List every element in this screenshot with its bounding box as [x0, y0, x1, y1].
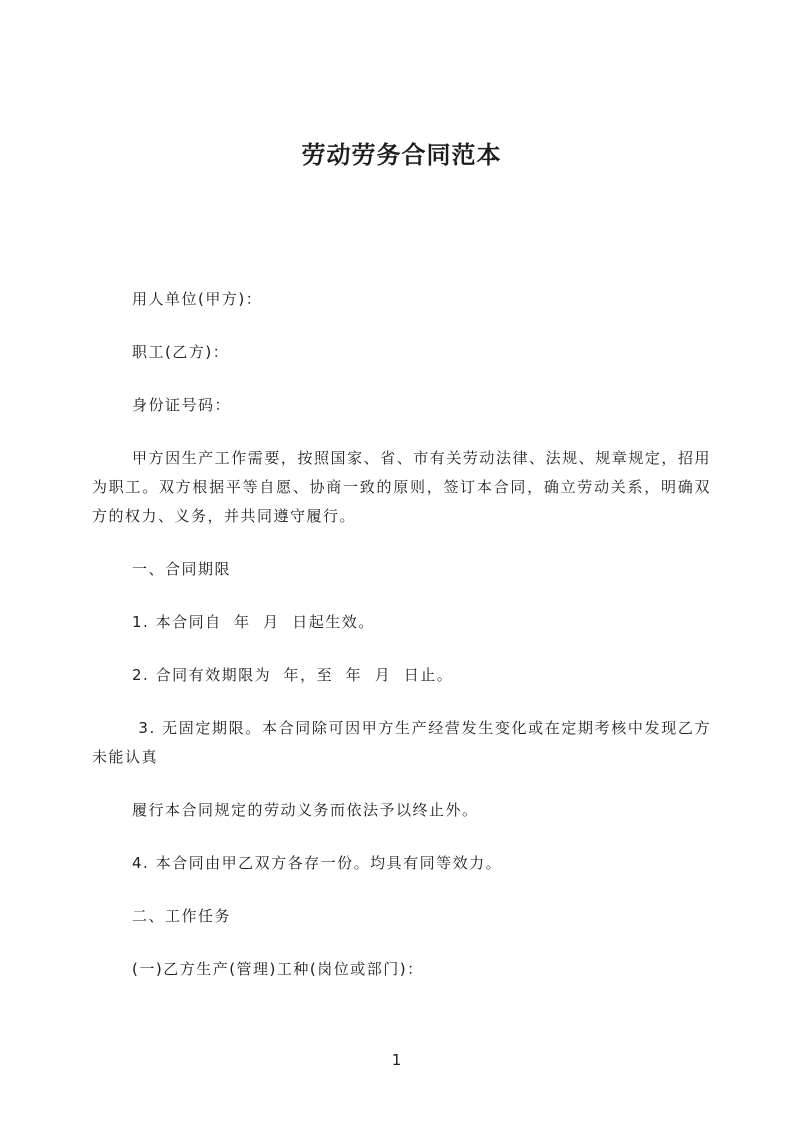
clause-1-3: 3. 无固定期限。本合同除可因甲方生产经营发生变化或在定期考核中发现乙方未能认真 [92, 719, 711, 766]
document-title: 劳动劳务合同范本 [301, 141, 502, 169]
clause-1-2: 2. 合同有效期限为 年，至 年 月 日止。 [132, 666, 454, 684]
heading-section-1: 一、合同期限 [132, 560, 232, 578]
para-preamble: 甲方因生产工作需要，按照国家、省、市有关劳动法律、法规、规章规定，招用为职工。双方根据平等自愿、协商一致的原则，签订本合同，确立劳动关系，明确双方的权力、义务，并共同遵守履行。 [92, 449, 711, 525]
page-number: 1 [391, 1051, 402, 1069]
field-employer: 用人单位(甲方)： [132, 290, 263, 308]
clause-2-1: (一)乙方生产(管理)工种(岗位或部门)： [132, 960, 424, 978]
heading-section-2: 二、工作任务 [132, 907, 232, 925]
field-id-number: 身份证号码： [132, 396, 232, 414]
clause-1-4: 4. 本合同由甲乙双方各存一份。均具有同等效力。 [132, 854, 503, 872]
clause-1-1: 1. 本合同自 年 月 日起生效。 [132, 613, 375, 631]
clause-1-3-cont: 履行本合同规定的劳动义务而依法予以终止外。 [132, 801, 479, 819]
field-employee: 职工(乙方)： [132, 343, 230, 361]
